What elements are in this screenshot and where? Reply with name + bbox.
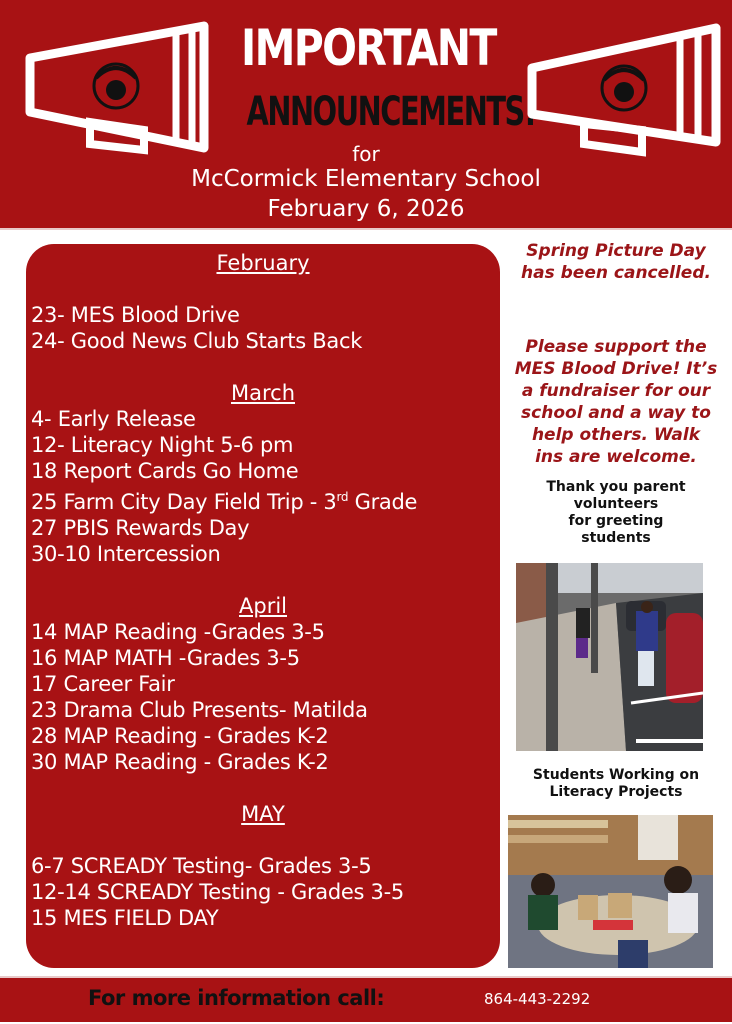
month-heading-april: April	[239, 594, 287, 618]
for-label: for	[352, 142, 380, 166]
event-item: 30-10 Intercession	[31, 542, 221, 566]
caption-line: volunteers	[573, 496, 659, 512]
caption-line: Thank you parent	[546, 479, 686, 495]
literacy-photo	[508, 815, 713, 968]
event-item: 23 Drama Club Presents- Matilda	[31, 698, 368, 722]
event-item: 16 MAP MATH -Grades 3-5	[31, 646, 300, 670]
event-item: 15 MES FIELD DAY	[31, 906, 219, 930]
title-important: IMPORTANT	[241, 19, 496, 77]
event-item: 18 Report Cards Go Home	[31, 459, 299, 483]
event-item: 6-7 SCREADY Testing- Grades 3-5	[31, 854, 372, 878]
header-banner	[0, 0, 732, 230]
event-item: 23- MES Blood Drive	[31, 303, 240, 327]
picture-day-notice	[500, 240, 732, 284]
notice-line: Please support the	[525, 337, 707, 357]
school-logo	[94, 64, 138, 108]
notice-line: Spring Picture Day	[526, 241, 706, 261]
month-heading-february: February	[216, 251, 310, 275]
notice-line: has been cancelled.	[521, 263, 711, 283]
event-item: 4- Early Release	[31, 407, 196, 431]
caption-line: Students Working on	[532, 767, 700, 783]
contact-phone[interactable]: 864-443-2292	[484, 990, 591, 1008]
announcement-date: February 6, 2026	[267, 196, 465, 222]
megaphone-icon	[524, 20, 724, 160]
event-item: 12- Literacy Night 5-6 pm	[31, 433, 294, 457]
notice-line: help others. Walk	[531, 425, 701, 445]
ordinal-suffix: rd	[336, 490, 349, 504]
month-heading-may: MAY	[241, 802, 285, 826]
contact-label: For more information call:	[88, 986, 385, 1010]
caption-line: students	[581, 530, 651, 546]
school-name: McCormick Elementary School	[191, 166, 541, 192]
event-item: 27 PBIS Rewards Day	[31, 516, 250, 540]
blood-drive-notice	[500, 336, 732, 468]
volunteers-caption	[500, 479, 732, 547]
title-announcements: ANNOUNCEMENTS!	[246, 89, 536, 135]
sidebar	[500, 240, 732, 547]
event-text-suffix: Grade	[348, 490, 418, 514]
event-item: 17 Career Fair	[31, 672, 175, 696]
event-text: 25 Farm City Day Field Trip - 3	[31, 490, 337, 514]
literacy-caption	[500, 767, 732, 801]
event-item: 30 MAP Reading - Grades K-2	[31, 750, 329, 774]
event-item: 12-14 SCREADY Testing - Grades 3-5	[31, 880, 404, 904]
event-item: 14 MAP Reading -Grades 3-5	[31, 620, 325, 644]
caption-line: for greeting	[568, 513, 664, 529]
megaphone-icon	[24, 20, 214, 160]
event-item	[26, 484, 500, 515]
notice-line: school and a way to	[521, 403, 711, 423]
calendar-panel	[26, 244, 500, 968]
school-logo	[602, 66, 646, 110]
caption-line: Literacy Projects	[549, 784, 683, 800]
event-item: 28 MAP Reading - Grades K-2	[31, 724, 329, 748]
month-heading-march: March	[230, 381, 295, 405]
footer-bar	[0, 976, 732, 1022]
notice-line: MES Blood Drive! It’s	[514, 359, 718, 379]
volunteers-photo	[516, 563, 703, 751]
notice-line: a fundraiser for our	[521, 381, 711, 401]
notice-line: ins are welcome.	[535, 447, 697, 467]
event-item: 24- Good News Club Starts Back	[31, 329, 363, 353]
